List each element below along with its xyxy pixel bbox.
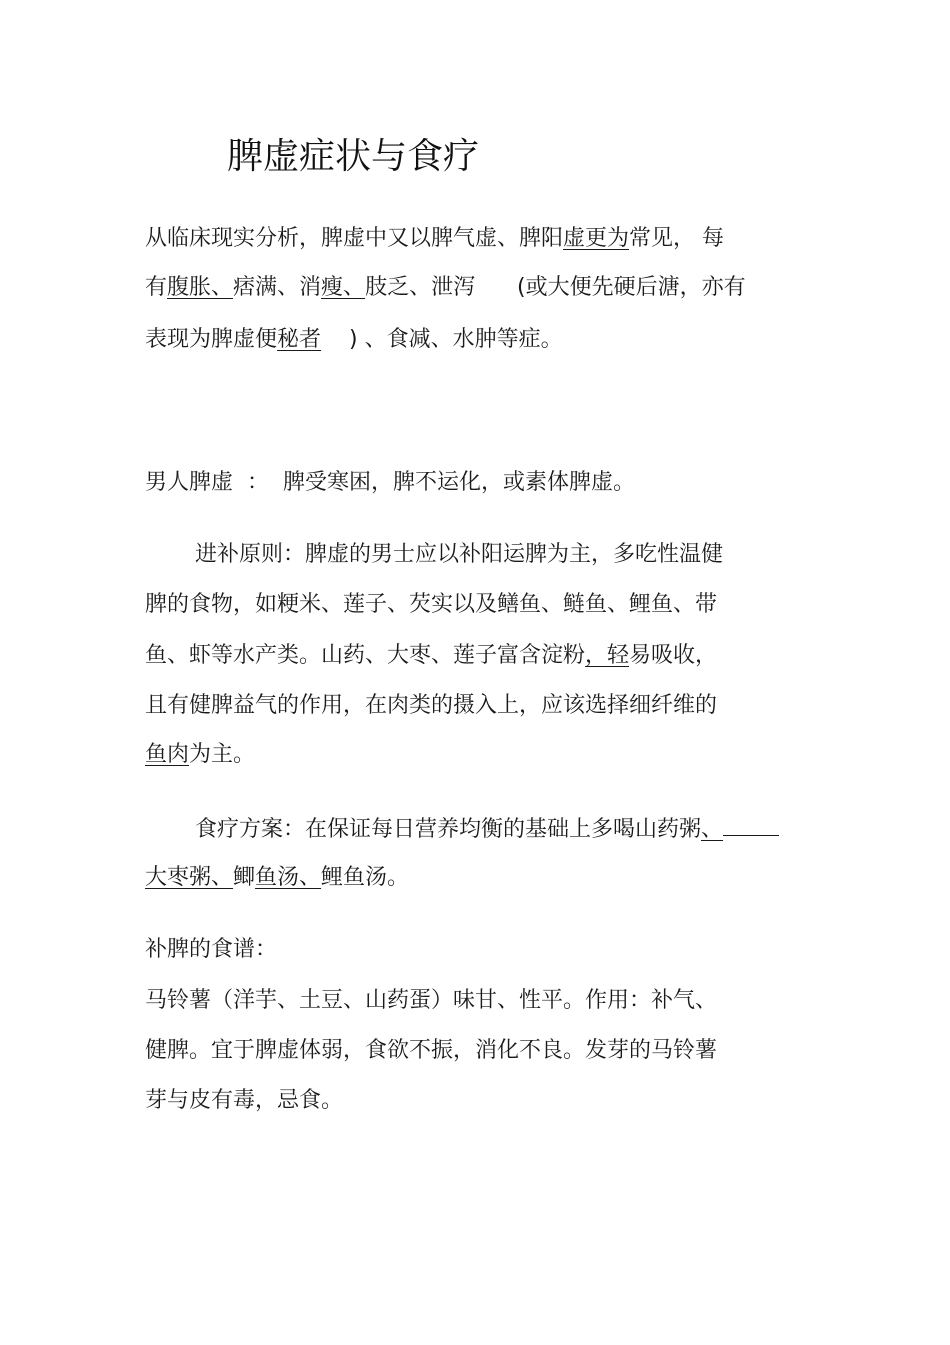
- recipes-heading: 补脾的食谱：: [145, 937, 278, 962]
- recipe-line-2: 健脾。宜于脾虚体弱，食欲不振，消化不良。发芽的马铃薯: [145, 1038, 718, 1063]
- text-run: 鲤鱼汤。: [321, 865, 410, 890]
- text-run: 鱼、虾等水产类。山药、大枣、莲子富含淀粉: [145, 643, 586, 668]
- principle-line-2: 脾的食物，如粳米、莲子、芡实以及鳝鱼、鲢鱼、鲤鱼、带: [145, 592, 718, 617]
- text-run: 表现为脾虚便: [145, 327, 278, 352]
- underlined-text: 虚更为: [563, 226, 630, 251]
- text-run: 食疗方案：在保证每日营养均衡的基础上多喝山药粥: [195, 817, 702, 842]
- blank-underline: [723, 813, 779, 836]
- text-run: 、: [701, 817, 724, 842]
- underlined-text: [701, 817, 779, 842]
- text-run: 易吸收，: [629, 643, 718, 668]
- recipe-line-1: 马铃薯（洋芋、土豆、山药蛋）味甘、性平。作用：补气、: [145, 988, 718, 1013]
- text-run: 为主。: [189, 742, 256, 767]
- principle-line-1: 进补原则：脾虚的男士应以补阳运脾为主，多吃性温健: [195, 542, 724, 567]
- text-run: 鲫: [233, 865, 256, 890]
- underlined-text: 腹胀、: [167, 275, 234, 300]
- underlined-text: 秘者: [277, 327, 322, 352]
- text-run: 有: [145, 275, 168, 300]
- underlined-text: 鱼肉: [145, 742, 190, 767]
- underlined-text: 大枣粥、: [145, 865, 234, 890]
- underlined-text: 瘦、: [321, 275, 366, 300]
- principle-line-4: 且有健脾益气的作用，在肉类的摄入上，应该选择细纤维的: [145, 693, 718, 718]
- underlined-text: 鱼汤、: [255, 865, 322, 890]
- men-section-heading: 男人脾虚 ： 脾受寒困，脾不运化，或素体脾虚。: [145, 470, 635, 495]
- intro-line-3: [145, 325, 563, 355]
- intro-line-1: [145, 224, 724, 254]
- text-run: 肢乏、泄泻 (或大便先硬后溏，亦有: [365, 275, 746, 300]
- text-run: 痞满、消: [233, 275, 322, 300]
- text-run: 常见， 每: [629, 226, 725, 251]
- recipe-line-3: 芽与皮有毒，忌食。: [145, 1088, 344, 1113]
- text-run: ) 、食减、水肿等症。: [321, 327, 563, 352]
- principle-line-3: [145, 641, 717, 671]
- underlined-text: ，轻: [585, 643, 630, 668]
- diet-plan-line-2: [145, 863, 409, 893]
- text-run: 从临床现实分析，脾虚中又以脾气虚、脾阳: [145, 226, 564, 251]
- principle-line-5: [145, 740, 255, 770]
- document-title: 脾虚症状与食疗: [227, 136, 480, 177]
- intro-line-2: [145, 273, 746, 303]
- diet-plan-line-1: [195, 813, 779, 845]
